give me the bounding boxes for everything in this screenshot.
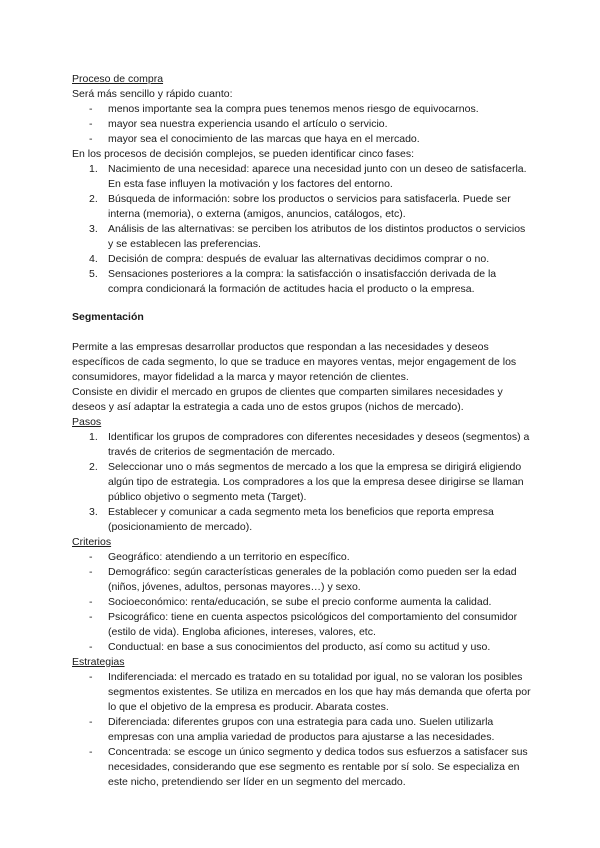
list-item: 3. Análisis de las alternativas: se perciben los atributos de los distintos productos o servicios y se establecen las preferencias. [89, 223, 526, 250]
list-item: 2. Seleccionar uno o más segmentos de mercado a los que la empresa se dirigirá eligiendo algún tipo de estrategia. Los compradores a los que la empresa desee dirigirse se llaman público objetivo o segmento meta (Target). [89, 461, 524, 503]
phases-list [72, 162, 532, 297]
strategies-list [72, 670, 532, 790]
list-item: 3. Establecer y comunicar a cada segmento meta los beneficios que reporta empresa (posicionamiento de mercado). [89, 506, 494, 533]
list-item: - Geográfico: atendiendo a un territorio en específico. [72, 550, 532, 565]
steps-heading: Pasos [72, 416, 102, 428]
list-item: - Conductual: en base a sus conocimientos del producto, así como su actitud y uso. [72, 640, 532, 655]
list-item: - Socioeconómico: renta/educación, se sube el precio conforme aumenta la calidad. [72, 595, 532, 610]
list-item: - Diferenciada: diferentes grupos con una estrategia para cada uno. Suelen utilizarla empresas con una amplia variedad de productos para ajustarse a las necesidades. [72, 715, 532, 745]
phases-intro: En los procesos de decisión complejos, se pueden identificar cinco fases: [72, 148, 415, 160]
purchase-heading: Proceso de compra [72, 73, 164, 85]
list-item: - mayor sea nuestra experiencia usando el artículo o servicio. [72, 117, 532, 132]
list-item: 1. Identificar los grupos de compradores con diferentes necesidades y deseos (segmentos) a través de criterios de segmentación de mercado. [89, 431, 530, 458]
list-item: - Indiferenciada: el mercado es tratado en su totalidad por igual, no se valoran los posibles segmentos existentes. Se utiliza en mercados en los que hay más demanda que oferta por lo que el objetivo de la empresa es producir. Abarata costes. [72, 670, 532, 715]
segmentation-para-1: Permite a las empresas desarrollar productos que respondan a las necesidades y deseos específicos de cada segmento, lo que se traduce en mayores ventas, mejor engagement de los consumidores, mayor fidelidad a la marca y mayor retención de clientes. [72, 341, 517, 383]
criteria-heading: Criterios [72, 536, 112, 548]
segmentation-para-2: Consiste en dividir el mercado en grupos de clientes que comparten similares necesidades y deseos y así adaptar la estrategia a cada uno de estos grupos (nichos de mercado). [72, 386, 503, 413]
list-item: 1. Nacimiento de una necesidad: aparece una necesidad junto con un deseo de satisfacerla. En esta fase influyen la motivación y los factores del entorno. [89, 163, 527, 190]
strategies-heading: Estrategias [72, 656, 125, 668]
list-item: - mayor sea el conocimiento de las marcas que haya en el mercado. [72, 132, 532, 147]
steps-list [72, 430, 532, 535]
purchase-intro: Será más sencillo y rápido cuanto: [72, 88, 233, 100]
purchase-bullets [72, 102, 532, 147]
segmentation-heading: Segmentación [72, 311, 144, 323]
list-item: - menos importante sea la compra pues tenemos menos riesgo de equivocarnos. [72, 102, 532, 117]
criteria-list [72, 550, 532, 655]
list-item: - Psicográfico: tiene en cuenta aspectos psicológicos del comportamiento del consumidor (estilo de vida). Engloba aficiones, intereses, valores, etc. [72, 610, 532, 640]
list-item: - Demográfico: según características generales de la población como pueden ser la edad (niños, jóvenes, adultos, personas mayores…) y sexo. [72, 565, 532, 595]
list-item: - Concentrada: se escoge un único segmento y dedica todos sus esfuerzos a satisfacer sus necesidades, considerando que ese segmento es rentable por sí solo. Se especializa en este nicho, pretendiendo ser líder en un segmento del mercado. [72, 745, 532, 790]
document-page [72, 72, 532, 790]
list-item: 2. Búsqueda de información: sobre los productos o servicios para satisfacerla. Puede ser interna (memoria), o externa (amigos, anuncios, catálogos, etc). [89, 193, 511, 220]
list-item: 5. Sensaciones posteriores a la compra: la satisfacción o insatisfacción derivada de la compra condicionará la formación de actitudes hacia el producto o la empresa. [89, 268, 497, 295]
list-item: 4. Decisión de compra: después de evaluar las alternativas decidimos comprar o no. [89, 253, 490, 265]
